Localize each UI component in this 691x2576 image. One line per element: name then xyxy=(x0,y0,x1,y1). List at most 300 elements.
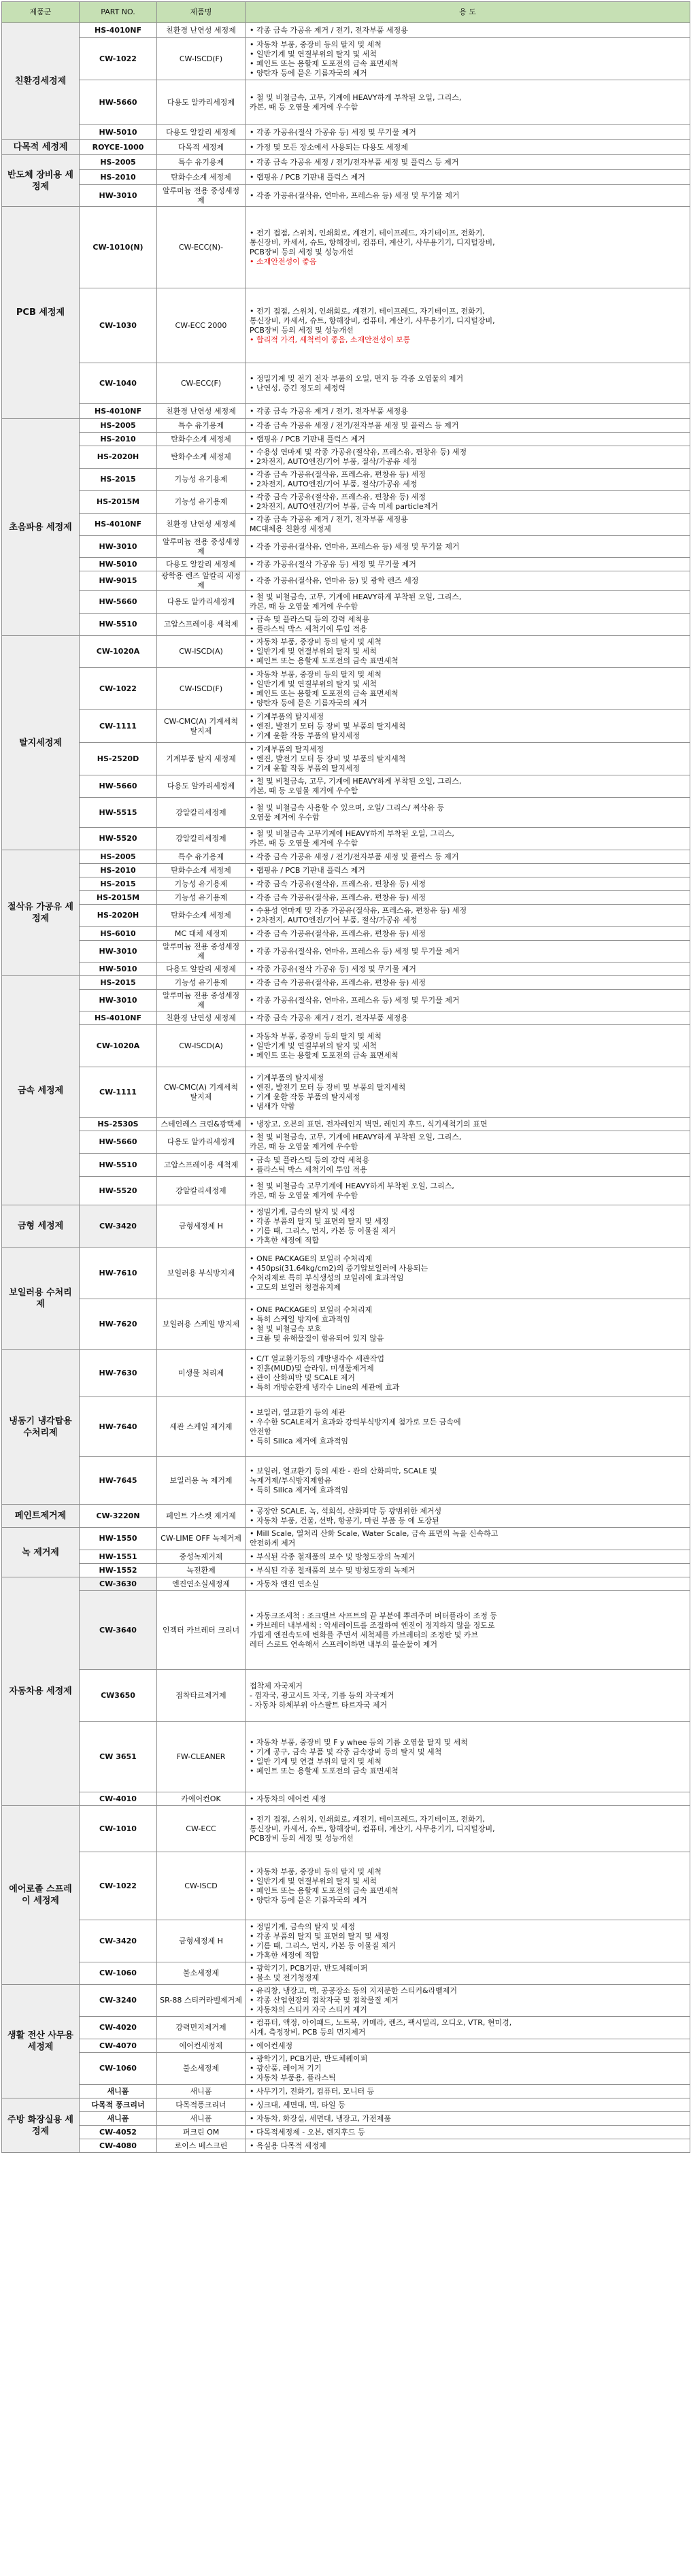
usage-cell xyxy=(246,941,690,963)
usage-line: • 특히 Silica 제거에 효과적임 xyxy=(250,1485,349,1494)
product-name-cell: 중성녹제거제 xyxy=(157,1550,246,1564)
table-row xyxy=(2,864,690,877)
usage-line: 수처리제로 특히 부식생성의 보일러에 효과적임 xyxy=(250,1273,404,1282)
usage-line: • 에어컨세정 xyxy=(250,2041,293,2050)
product-name-cell: 고압스프레이용 세척제 xyxy=(157,614,246,636)
usage-line: • 전기 접점, 스위치, 인쇄회로, 계전기, 테이프레드, 자기테이프, 전화기, xyxy=(250,306,485,316)
usage-line: 통신장비, 카세서, 슈트, 항해장비, 컴퓨터, 계산기, 사무용기기, 디지털장비, xyxy=(250,1824,495,1833)
table-row xyxy=(2,828,690,850)
table-row xyxy=(2,891,690,905)
usage-line: • 자동차 엔진 연소실 xyxy=(250,1579,319,1588)
part-no-cell: CW-1111 xyxy=(80,1067,157,1118)
product-name-cell: FW-CLEANER xyxy=(157,1722,246,1792)
usage-line: • 각종 금속 가공유(절삭유, 프레스유, 편창유 등) 세정 xyxy=(250,492,426,501)
usage-cell xyxy=(246,2112,690,2126)
usage-line: • 기계부품의 탈지세정 xyxy=(250,712,324,721)
table-row xyxy=(2,1067,690,1118)
category-cell: 녹 제거제 xyxy=(2,1528,80,1577)
usage-line: • 자동차 부품, 중장비 등의 탈지 및 세척 xyxy=(250,1867,382,1876)
usage-cell xyxy=(246,927,690,941)
table-row xyxy=(2,1591,690,1670)
usage-cell xyxy=(246,1248,690,1299)
usage-line: • 부식된 각종 철재품의 보수 및 방청도장의 녹제거 xyxy=(250,1552,416,1561)
usage-line: • 특히 개방순환계 냉각수 Line의 세관에 효과 xyxy=(250,1382,400,1392)
part-no-cell: HW-5520 xyxy=(80,828,157,850)
usage-line: - 껌자국, 광고시트 자국, 기름 등의 자국제거 xyxy=(250,1690,394,1700)
usage-cell xyxy=(246,404,690,419)
usage-cell xyxy=(246,1397,690,1457)
table-row xyxy=(2,288,690,363)
part-no-cell: HS-2005 xyxy=(80,155,157,170)
product-name-cell: 엔진연소실세정제 xyxy=(157,1577,246,1591)
product-name-cell: CW-ISCD(F) xyxy=(157,38,246,80)
usage-line: • 각종 가공유(절삭유, 연마유, 프레스유 등) 세정 및 무기물 제거 xyxy=(250,541,460,551)
product-name-cell: 다목적 세정제 xyxy=(157,140,246,155)
table-row xyxy=(2,941,690,963)
table-row xyxy=(2,2139,690,2153)
usage-line: • 우수한 SCALE제거 효과와 강력부식방지제 첨가로 모든 금속에 xyxy=(250,1417,461,1426)
usage-line: • 정밀기계 및 전기 전자 부품의 오일, 먼지 등 각종 오염물의 제거 xyxy=(250,373,464,383)
product-name-cell: 탄화수소계 세정제 xyxy=(157,170,246,185)
part-no-cell: CW-3630 xyxy=(80,1577,157,1591)
table-row xyxy=(2,419,690,433)
usage-line: • 기계 윤활 작동 부품의 탈지세정 xyxy=(250,763,360,773)
usage-cell xyxy=(246,140,690,155)
usage-cell xyxy=(246,668,690,710)
usage-cell xyxy=(246,976,690,990)
usage-line: • 각종 금속 가공유 세정 / 전기/전자부품 세정 및 플럭스 등 제거 xyxy=(250,420,459,430)
part-no-cell: CW-3240 xyxy=(80,1985,157,2017)
usage-line: • 일반기계 및 연결부위의 탈지 및 세척 xyxy=(250,647,377,656)
usage-line: • 수용성 연마제 및 각종 가공유(절삭유, 프레스유, 편창유 등) 세정 xyxy=(250,906,467,915)
usage-cell xyxy=(246,905,690,927)
table-row xyxy=(2,433,690,446)
usage-line: • 엔진, 발전기 모터 등 장비 및 부품의 탈지세척 xyxy=(250,754,406,763)
part-no-cell: HS-2020H xyxy=(80,905,157,927)
product-name-cell: 페인트 가스켓 제거제 xyxy=(157,1505,246,1528)
table-row xyxy=(2,963,690,976)
usage-line: 안전하게 제거 xyxy=(250,1539,296,1548)
usage-line: • 금속 및 플라스틱 등의 강력 세척용 xyxy=(250,615,370,624)
part-no-cell: HW-5010 xyxy=(80,963,157,976)
part-no-cell: HS-2010 xyxy=(80,433,157,446)
table-row xyxy=(2,1131,690,1154)
table-row xyxy=(2,1118,690,1131)
product-name-cell: 보일러용 부식방지제 xyxy=(157,1248,246,1299)
usage-line: • 수용성 연마제 및 각종 가공유(절삭유, 프레스유, 편창유 등) 세정 xyxy=(250,448,467,456)
usage-cell xyxy=(246,1025,690,1067)
table-row xyxy=(2,1792,690,1806)
part-no-cell: CW-3220N xyxy=(80,1505,157,1528)
table-row xyxy=(2,1962,690,1985)
category-cell: 냉동기 냉각탑용 수처리제 xyxy=(2,1350,80,1505)
usage-line: • 각종 금속 가공유 제거 / 전기, 전자부품 세정용 xyxy=(250,1013,408,1022)
usage-line: • 크롬 및 유해물질이 함유되어 있지 않음 xyxy=(250,1333,384,1343)
part-no-cell: HS-2005 xyxy=(80,850,157,864)
category-cell: 페인트제거제 xyxy=(2,1505,80,1528)
usage-cell xyxy=(246,469,690,491)
part-no-cell: 새니폼 xyxy=(80,2085,157,2098)
part-no-cell: CW-3640 xyxy=(80,1591,157,1670)
usage-cell xyxy=(246,1564,690,1577)
part-no-cell: HW-7610 xyxy=(80,1248,157,1299)
table-row xyxy=(2,38,690,80)
usage-line: • 관이 산화피막 및 SCALE 제거 xyxy=(250,1373,355,1382)
usage-line: • 각종 금속 가공유(절삭유, 프레스유, 편창유 등) 세정 xyxy=(250,470,426,479)
product-name-cell: CW-ISCD(A) xyxy=(157,1025,246,1067)
part-no-cell: HW-9015 xyxy=(80,571,157,591)
usage-line: • 보일러, 열교환기 등의 세관 xyxy=(250,1407,346,1417)
usage-cell xyxy=(246,1205,690,1248)
part-no-cell: CW-1022 xyxy=(80,668,157,710)
usage-cell xyxy=(246,1528,690,1550)
category-cell: 다목적 세정제 xyxy=(2,140,80,155)
usage-line: • 자동차 부품, 건물, 선박, 항공기, 마린 부품 등 에 도장된 xyxy=(250,1516,439,1525)
usage-cell xyxy=(246,1177,690,1205)
product-name-cell: 특수 유기용제 xyxy=(157,419,246,433)
usage-line: • 합리적 가격, 세척력이 좋음, 소재안전성이 보통 xyxy=(250,335,411,344)
product-name-cell: 기능성 유기용제 xyxy=(157,976,246,990)
usage-line: • 자동차 부품용, 플라스틱 xyxy=(250,2073,336,2082)
usage-line: • 정밀기계, 금속의 탈지 및 세정 xyxy=(250,1922,355,1931)
usage-cell xyxy=(246,2017,690,2039)
product-name-cell: 퍼크린 OM xyxy=(157,2126,246,2139)
product-name-cell: 다용도 알카리세정제 xyxy=(157,775,246,798)
usage-line: 카본, 때 등 오염물 제거에 우수함 xyxy=(250,102,358,112)
table-row xyxy=(2,1025,690,1067)
part-no-cell: HW-5010 xyxy=(80,125,157,140)
usage-line: • 기계 윤활 작동 부품의 탈지세정 xyxy=(250,731,360,740)
table-row xyxy=(2,1299,690,1350)
usage-line: • 철 및 비철금속 고무기계에 HEAVY하게 부착된 오일, 그리스, xyxy=(250,1181,454,1190)
usage-line: • 냄새가 약함 xyxy=(250,1101,295,1111)
category-cell: 금속 세정제 xyxy=(2,976,80,1205)
usage-line: • 페인트 또는 용할제 도포전의 금속 표면세척 xyxy=(250,1050,399,1060)
table-row xyxy=(2,2098,690,2112)
usage-line: • ONE PACKAGE의 보일러 수처리제 xyxy=(250,1305,373,1314)
usage-line: • 냉장고, 오븐의 표면, 전자레인지 벽면, 레인지 후드, 식기세척기의 표면 xyxy=(250,1119,488,1128)
usage-line: • 각종 부품의 탈지 및 표면의 탈지 및 세정 xyxy=(250,1931,389,1941)
usage-line: • 철 및 비철금속 고무기계에 HEAVY하게 부착된 오일, 그리스, xyxy=(250,829,454,838)
usage-cell xyxy=(246,170,690,185)
part-no-cell: HW-5660 xyxy=(80,775,157,798)
part-no-cell: HS-2015 xyxy=(80,469,157,491)
product-name-cell: 친환경 난연성 세정제 xyxy=(157,23,246,38)
product-name-cell: 강알칼리세정제 xyxy=(157,798,246,828)
part-no-cell: HW-5660 xyxy=(80,80,157,125)
table-row xyxy=(2,23,690,38)
product-name-cell: 특수 유기용제 xyxy=(157,850,246,864)
product-name-cell: 녹전환제 xyxy=(157,1564,246,1577)
part-no-cell: HW-5510 xyxy=(80,1154,157,1177)
table-row xyxy=(2,1528,690,1550)
part-no-cell: HW-5660 xyxy=(80,591,157,614)
usage-line: • 랩핑유 / PCB 기판내 플럭스 제거 xyxy=(250,172,365,182)
usage-line: • 불소 및 전기청정제 xyxy=(250,1973,319,1982)
usage-cell xyxy=(246,1806,690,1852)
table-row xyxy=(2,1577,690,1591)
product-name-cell: 알루미늄 전용 중성세정제 xyxy=(157,185,246,207)
part-no-cell: CW-1022 xyxy=(80,1852,157,1920)
product-name-cell: CW-CMC(A) 기계세척 탈지제 xyxy=(157,710,246,743)
product-name-cell: CW-CMC(A) 기계세척 탈지제 xyxy=(157,1067,246,1118)
category-cell: 반도체 장비용 세정제 xyxy=(2,155,80,207)
usage-line: • 450psi(31.64kg/cm2)의 증기압보일러에 사용되는 xyxy=(250,1263,428,1273)
usage-line: • 각종 금속 가공유(절삭유, 프레스유, 편창유 등) 세정 xyxy=(250,892,426,902)
usage-cell xyxy=(246,963,690,976)
table-row xyxy=(2,491,690,514)
usage-cell xyxy=(246,571,690,591)
usage-line: • 가혹한 세정에 적합 xyxy=(250,1235,319,1245)
product-name-cell: 기능성 유기용제 xyxy=(157,491,246,514)
product-name-cell: CW-ISCD(F) xyxy=(157,668,246,710)
usage-line: • 기름 때, 그리스, 먼지, 카본 등 이물질 제거 xyxy=(250,1941,396,1950)
table-row xyxy=(2,207,690,288)
product-name-cell: CW-ECC(F) xyxy=(157,363,246,404)
usage-cell xyxy=(246,1350,690,1397)
usage-line: 카본, 때 등 오염물 제거에 우수함 xyxy=(250,1190,358,1200)
product-name-cell: 강알칼리세정제 xyxy=(157,1177,246,1205)
part-no-cell: CW-1020A xyxy=(80,636,157,668)
part-no-cell: HS-2005 xyxy=(80,419,157,433)
table-row xyxy=(2,2053,690,2085)
table-row xyxy=(2,976,690,990)
table-row xyxy=(2,170,690,185)
part-no-cell: CW3650 xyxy=(80,1670,157,1722)
table-row xyxy=(2,469,690,491)
usage-cell xyxy=(246,850,690,864)
usage-cell xyxy=(246,2126,690,2139)
usage-line: • 각종 금속 가공유(절삭유, 프레스유, 편창유 등) 세정 xyxy=(250,879,426,888)
table-row xyxy=(2,2126,690,2139)
usage-cell xyxy=(246,743,690,775)
product-name-cell: 알루미늄 전용 중성세정제 xyxy=(157,941,246,963)
usage-line: • 랩핑유 / PCB 기판내 플럭스 제거 xyxy=(250,865,365,875)
product-name-cell: 에어컨세정제 xyxy=(157,2039,246,2053)
usage-line: • 각종 산업현장의 접착자국 및 접착물질 제거 xyxy=(250,1996,399,2005)
part-no-cell: HS-2010 xyxy=(80,170,157,185)
table-row xyxy=(2,1154,690,1177)
usage-cell xyxy=(246,1118,690,1131)
product-name-cell: 친환경 난연성 세정제 xyxy=(157,404,246,419)
table-row xyxy=(2,710,690,743)
usage-cell xyxy=(246,1299,690,1350)
part-no-cell: HW-5515 xyxy=(80,798,157,828)
usage-cell xyxy=(246,558,690,571)
product-name-cell: 친환경 난연성 세정제 xyxy=(157,1011,246,1025)
usage-cell xyxy=(246,433,690,446)
product-name-cell: 탄화수소계 세정제 xyxy=(157,905,246,927)
part-no-cell: CW-1040 xyxy=(80,363,157,404)
usage-line: 접착제 자국제거 xyxy=(250,1681,303,1690)
part-no-cell: HW-3010 xyxy=(80,536,157,558)
usage-line: • 자동차, 화장실, 세면대, 냉장고, 가전제품 xyxy=(250,2113,391,2123)
product-name-cell: CW-ECC xyxy=(157,1806,246,1852)
part-no-cell: HS-2520D xyxy=(80,743,157,775)
usage-line: • 각종 가공유(절삭 가공유 등) 세정 및 무기물 제거 xyxy=(250,559,416,569)
usage-line: • 욕실용 다목적 세정제 xyxy=(250,2141,326,2150)
usage-cell xyxy=(246,2085,690,2098)
usage-line: MC대체용 친환경 세정제 xyxy=(250,524,331,533)
part-no-cell: HW-3010 xyxy=(80,185,157,207)
usage-cell xyxy=(246,38,690,80)
part-no-cell: HW-5510 xyxy=(80,614,157,636)
part-no-cell: CW-4070 xyxy=(80,2039,157,2053)
table-row xyxy=(2,905,690,927)
product-name-cell: 다용도 알카리세정제 xyxy=(157,80,246,125)
usage-line: • 플라스틱 박스 세척기에 투입 적용 xyxy=(250,624,367,633)
usage-line: • 전기 접점, 스위치, 인쇄회로, 계전기, 테이프레드, 자기테이프, 전화기, xyxy=(250,228,485,237)
product-table xyxy=(1,1,690,2153)
header-part-no: PART NO. xyxy=(80,2,157,23)
product-name-cell: 다용도 알카리세정제 xyxy=(157,1131,246,1154)
usage-cell xyxy=(246,828,690,850)
usage-line: • 페인트 또는 용할제 도포전의 금속 표면세척 xyxy=(250,656,399,665)
table-row xyxy=(2,404,690,419)
usage-cell xyxy=(246,1131,690,1154)
product-name-cell: 불소세정제 xyxy=(157,2053,246,2085)
usage-line: 레터 스로트 연속해서 스프레이하면 내부의 불순물이 제거 xyxy=(250,1639,438,1649)
usage-line: • 기계 공구, 금속 부품 및 각종 금속장비 등의 탈지 및 세척 xyxy=(250,1747,442,1756)
product-name-cell: MC 대체 세정제 xyxy=(157,927,246,941)
product-name-cell: CW-LIME OFF 녹제거제 xyxy=(157,1528,246,1550)
usage-line: • 엔진, 발전기 모터 등 장비 및 부품의 탈지세척 xyxy=(250,1082,406,1092)
table-row xyxy=(2,798,690,828)
usage-cell xyxy=(246,1154,690,1177)
category-cell: PCB 세정제 xyxy=(2,207,80,419)
usage-cell xyxy=(246,1550,690,1564)
usage-line: • 보일러, 열교환기 등의 세관 - 관의 산화피막, SCALE 및 xyxy=(250,1466,437,1475)
usage-cell xyxy=(246,446,690,469)
usage-line: • 기계부품의 탈지세정 xyxy=(250,744,324,754)
usage-line: • 철 및 비철금속, 고무, 기계에 HEAVY하게 부착된 오일, 그리스, xyxy=(250,592,462,601)
product-name-cell: CW-ECC(N)- xyxy=(157,207,246,288)
product-name-cell: 새니폼 xyxy=(157,2085,246,2098)
part-no-cell: HS-2015M xyxy=(80,891,157,905)
usage-line: • 광산품, 레이저 기기 xyxy=(250,2064,322,2073)
usage-line: • 각종 가공유(절삭유, 연마유, 프레스유 등) 세정 및 무기물 제거 xyxy=(250,946,460,956)
part-no-cell: CW-4052 xyxy=(80,2126,157,2139)
usage-line: • 자동차의 에어컨 세정 xyxy=(250,1794,326,1803)
usage-line: • 양탄자 등에 묻은 기름자국의 제거 xyxy=(250,68,367,78)
product-name-cell: 기계부품 탈지 세정제 xyxy=(157,743,246,775)
part-no-cell: HS-6010 xyxy=(80,927,157,941)
table-row xyxy=(2,1397,690,1457)
product-name-cell: 새니폼 xyxy=(157,2112,246,2126)
usage-line: • 페인트 또는 용할제 도포전의 금속 표면세척 xyxy=(250,688,399,698)
usage-line: • 일반기계 및 연결부위의 탈지 및 세척 xyxy=(250,1041,377,1050)
usage-line: • 철 및 비철금속, 고무, 기계에 HEAVY하게 부착된 오일, 그리스, xyxy=(250,777,462,786)
part-no-cell: CW-1111 xyxy=(80,710,157,743)
part-no-cell: HW-7620 xyxy=(80,1299,157,1350)
usage-cell xyxy=(246,1067,690,1118)
usage-cell xyxy=(246,536,690,558)
usage-cell xyxy=(246,2039,690,2053)
usage-line: • 엔진, 발전기 모터 등 장비 및 부품의 탈지세척 xyxy=(250,721,406,731)
usage-cell xyxy=(246,775,690,798)
usage-line: • 2차전지, AUTO엔진/기어 부품, 금속 미세 particle제거 xyxy=(250,502,438,511)
table-row xyxy=(2,927,690,941)
category-cell: 보일러용 수처리제 xyxy=(2,1248,80,1350)
part-no-cell: HW-7630 xyxy=(80,1350,157,1397)
table-row xyxy=(2,1670,690,1722)
table-row xyxy=(2,636,690,668)
usage-line: • 광학기기, PCB기판, 반도체웨이퍼 xyxy=(250,2054,368,2063)
usage-cell xyxy=(246,363,690,404)
usage-cell xyxy=(246,864,690,877)
usage-cell xyxy=(246,1457,690,1505)
usage-line: • 각종 금속 가공유 제거 / 전기, 전자부품 세정용 xyxy=(250,406,408,416)
usage-line: 오염물 제거에 우수함 xyxy=(250,812,320,822)
part-no-cell: CW 3651 xyxy=(80,1722,157,1792)
usage-line: • 소재안전성이 좋음 xyxy=(250,256,317,266)
usage-line: 시계, 측정장비, PCB 등의 먼지제거 xyxy=(250,2028,366,2037)
table-row xyxy=(2,185,690,207)
usage-line: • 각종 가공유(절삭유, 연마유 등) 및 광학 렌즈 세정 xyxy=(250,576,419,585)
table-row xyxy=(2,155,690,170)
product-name-cell: 탄화수소계 세정제 xyxy=(157,433,246,446)
product-name-cell: 기능성 유기용제 xyxy=(157,891,246,905)
usage-line: • 일반기계 및 연결부위의 탈지 및 세척 xyxy=(250,49,377,58)
header-product-name: 제품명 xyxy=(157,2,246,23)
usage-cell xyxy=(246,636,690,668)
part-no-cell: HS-2015 xyxy=(80,976,157,990)
table-row xyxy=(2,1011,690,1025)
usage-line: PCB장비 등의 세정 및 성능개선 xyxy=(250,1833,354,1843)
product-name-cell: 로이스 베스크린 xyxy=(157,2139,246,2153)
table-body xyxy=(2,23,690,2153)
usage-cell xyxy=(246,2053,690,2085)
usage-line: • 사무기기, 전화기, 컴퓨터, 모니터 등 xyxy=(250,2086,375,2096)
usage-line: • 각종 금속 가공유 제거 / 전기, 전자부품 세정용 xyxy=(250,25,408,35)
usage-line: 가볍게 엔진속도에 변화를 주면서 세척제를 카브레터의 조정판 및 카브 xyxy=(250,1630,479,1639)
product-name-cell: 미생물 처리제 xyxy=(157,1350,246,1397)
category-cell: 생활 전산 사무용 세정제 xyxy=(2,1985,80,2098)
usage-cell xyxy=(246,1920,690,1962)
part-no-cell: CW-1030 xyxy=(80,288,157,363)
product-name-cell: 특수 유기용제 xyxy=(157,155,246,170)
usage-line: • ONE PACKAGE의 보일러 수처리제 xyxy=(250,1254,373,1263)
usage-line: • 철 및 비철금속, 고무, 기계에 HEAVY하게 부착된 오일, 그리스, xyxy=(250,1133,462,1141)
usage-line: • 각종 금속 가공유(절삭유, 프레스유, 편창유 등) 세정 xyxy=(250,929,426,938)
table-row xyxy=(2,1722,690,1792)
usage-line: • 가정 및 모든 장소에서 사용되는 다용도 세정제 xyxy=(250,142,408,152)
table-row xyxy=(2,2112,690,2126)
part-no-cell: HS-2010 xyxy=(80,864,157,877)
product-name-cell: 탄화수소계 세정제 xyxy=(157,864,246,877)
usage-line: 안전함 xyxy=(250,1426,271,1436)
part-no-cell: CW-3420 xyxy=(80,1920,157,1962)
part-no-cell: ROYCE-1000 xyxy=(80,140,157,155)
usage-line: • 전기 접점, 스위치, 인쇄회로, 계전기, 테이프레드, 자기테이프, 전화기, xyxy=(250,1814,485,1824)
usage-cell xyxy=(246,2139,690,2153)
product-name-cell: 스테인레스 크린&광택제 xyxy=(157,1118,246,1131)
usage-line: • 랩핑유 / PCB 기판내 플럭스 제거 xyxy=(250,434,365,444)
usage-line: • 철 및 비철금속, 고무, 기계에 HEAVY하게 부착된 오일, 그리스, xyxy=(250,93,462,102)
usage-line: • 금속 및 플라스틱 등의 강력 세척용 xyxy=(250,1155,370,1165)
table-row xyxy=(2,1505,690,1528)
table-row xyxy=(2,1852,690,1920)
part-no-cell: CW-4080 xyxy=(80,2139,157,2153)
table-row xyxy=(2,1350,690,1397)
usage-line: - 자동차 하체부위 아스팔트 타르자국 제거 xyxy=(250,1700,388,1709)
usage-line: • 기름 때, 그리스, 먼지, 카본 등 이물질 제거 xyxy=(250,1226,396,1235)
usage-cell xyxy=(246,877,690,891)
product-name-cell: 다용도 알카리세정제 xyxy=(157,591,246,614)
table-row xyxy=(2,2085,690,2098)
table-row xyxy=(2,1457,690,1505)
product-name-cell: 강력먼지제거제 xyxy=(157,2017,246,2039)
